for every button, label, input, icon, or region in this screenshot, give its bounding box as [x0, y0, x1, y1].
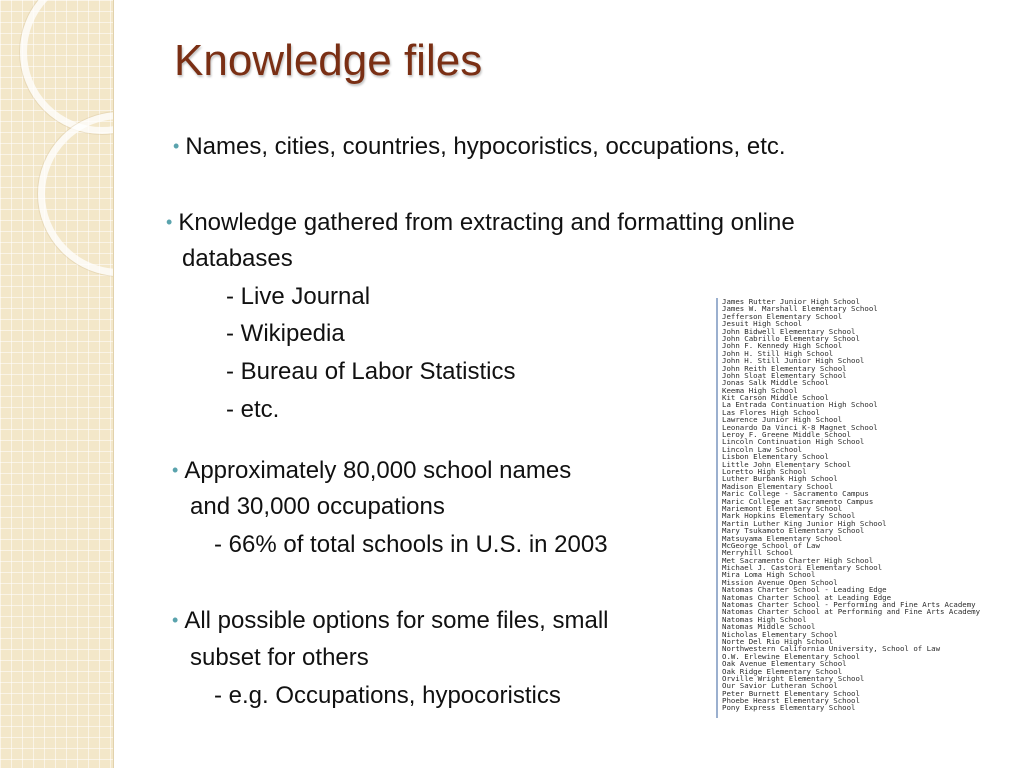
school-list-item: Nicholas Elementary School [722, 629, 838, 639]
school-list-item: Natomas Middle School [722, 622, 816, 632]
bullet-4-text-line-2: subset for others [190, 644, 369, 671]
bullet-3-text-line-1: Approximately 80,000 school names [184, 457, 572, 484]
sub-item-bls: - Bureau of Labor Statistics [226, 358, 516, 385]
decorative-ring [38, 112, 114, 276]
bullet-2-text-line-1: Knowledge gathered from extracting and formatting online [178, 209, 795, 236]
school-list-item: Maric College - Sacramento Campus [722, 489, 869, 499]
school-list-item: Mark Hopkins Elementary School [722, 511, 856, 521]
school-list-item: Pony Express Elementary School [722, 703, 856, 713]
bullet-1 [173, 131, 786, 162]
school-list-item: Northwestern California University, School of Law [722, 644, 941, 654]
school-list-item: Our Savior Lutheran School [722, 681, 838, 691]
school-list-item: Mariemont Elementary School [722, 503, 843, 513]
school-list-item: John Bidwell Elementary School [722, 326, 856, 336]
school-list-item: Luther Burbank High School [722, 474, 838, 484]
school-list-item: McGeorge School of Law [722, 540, 820, 550]
school-list-item: Madison Elementary School [722, 481, 834, 491]
school-list-item: Loretto High School [722, 466, 807, 476]
school-list-item: Martin Luther King Junior High School [722, 518, 887, 528]
school-list-item: John H. Still Junior High School [722, 356, 865, 366]
bullet-dot-icon: • [172, 460, 179, 480]
school-list-item: Leroy F. Greene Middle School [722, 430, 852, 440]
school-list-item: Jesuit High School [722, 319, 803, 329]
bullet-4-text-line-1: All possible options for some files, small [184, 607, 609, 634]
bullet-4-sub: - e.g. Occupations, hypocoristics [214, 682, 561, 709]
school-list-item: Natomas High School [722, 614, 807, 624]
sub-item-live-journal: - Live Journal [226, 283, 371, 310]
school-list-item: Oak Ridge Elementary School [722, 666, 843, 676]
school-list-item: Maric College at Sacramento Campus [722, 496, 874, 506]
school-list-item: Mission Avenue Open School [722, 577, 838, 587]
school-list-item: John H. Still High School [722, 348, 834, 358]
school-list-item: John Reith Elementary School [722, 363, 847, 373]
school-list-item: Norte Del Rio High School [722, 636, 834, 646]
school-list-item: Leonardo Da Vinci K-8 Magnet School [722, 422, 878, 432]
bullet-3-text-line-2: and 30,000 occupations [190, 493, 445, 520]
bullet-dot-icon: • [166, 212, 173, 232]
school-list-item: James W. Marshall Elementary School [722, 304, 878, 314]
sub-item-etc: - etc. [226, 396, 280, 423]
sub-item-wikipedia: - Wikipedia [226, 320, 345, 347]
school-list-item: Lisbon Elementary School [722, 452, 829, 462]
bullet-1-text: Names, cities, countries, hypocoristics, occupations, etc. [185, 133, 786, 160]
school-list-item: James Rutter Junior High School [722, 298, 860, 306]
bullet-2 [166, 207, 795, 238]
school-list-item: Orville Wright Elementary School [722, 673, 865, 683]
school-list-item: Las Flores High School [722, 407, 820, 417]
school-list-item: Keema High School [722, 385, 798, 395]
bullet-3 [172, 455, 571, 486]
school-list-item: Kit Carson Middle School [722, 393, 829, 403]
school-list-item: Merryhill School [722, 548, 794, 558]
decorative-side-band [0, 0, 114, 768]
school-list-item: Met Sacramento Charter High School [722, 555, 874, 565]
school-list-item: Matsuyama Elementary School [722, 533, 843, 543]
bullet-dot-icon: • [173, 136, 180, 156]
school-list-item: Peter Burnett Elementary School [722, 688, 860, 698]
school-list-item: Jefferson Elementary School [722, 311, 843, 321]
school-list-item: Lincoln Law School [722, 444, 803, 454]
school-list-item: Mary Tsukamoto Elementary School [722, 526, 865, 536]
school-list-item: Natomas Charter School at Performing and Fine Arts Academy [722, 607, 981, 617]
bullet-dot-icon: • [172, 610, 179, 630]
school-list-item: Lawrence Junior High School [722, 415, 843, 425]
school-list-item: Phoebe Hearst Elementary School [722, 696, 860, 706]
school-list-item: Oak Avenue Elementary School [722, 659, 847, 669]
school-list-item: John Cabrillo Elementary School [722, 333, 860, 343]
bullet-2-text-line-2: databases [182, 245, 293, 272]
bullet-4 [172, 605, 608, 636]
school-list-item: La Entrada Continuation High School [722, 400, 878, 410]
school-list-item: Michael J. Castori Elementary School [722, 563, 883, 573]
school-list-item: Little John Elementary School [722, 459, 852, 469]
school-list-item: John F. Kennedy High School [722, 341, 843, 351]
school-list-item: Mira Loma High School [722, 570, 816, 580]
school-names-list-image [716, 298, 986, 718]
school-list-item: O.W. Erlewine Elementary School [722, 651, 860, 661]
school-list-item: Natomas Charter School - Leading Edge [722, 585, 887, 595]
bullet-3-sub: - 66% of total schools in U.S. in 2003 [214, 531, 608, 558]
slide-title: Knowledge files [174, 36, 483, 85]
school-list-item: John Sloat Elementary School [722, 370, 847, 380]
school-list-item: Lincoln Continuation High School [722, 437, 865, 447]
school-list-item: Jonas Salk Middle School [722, 378, 829, 388]
school-list-item: Natomas Charter School - Performing and Fine Arts Academy [722, 600, 976, 610]
school-list-item: Natomas Charter School at Leading Edge [722, 592, 892, 602]
